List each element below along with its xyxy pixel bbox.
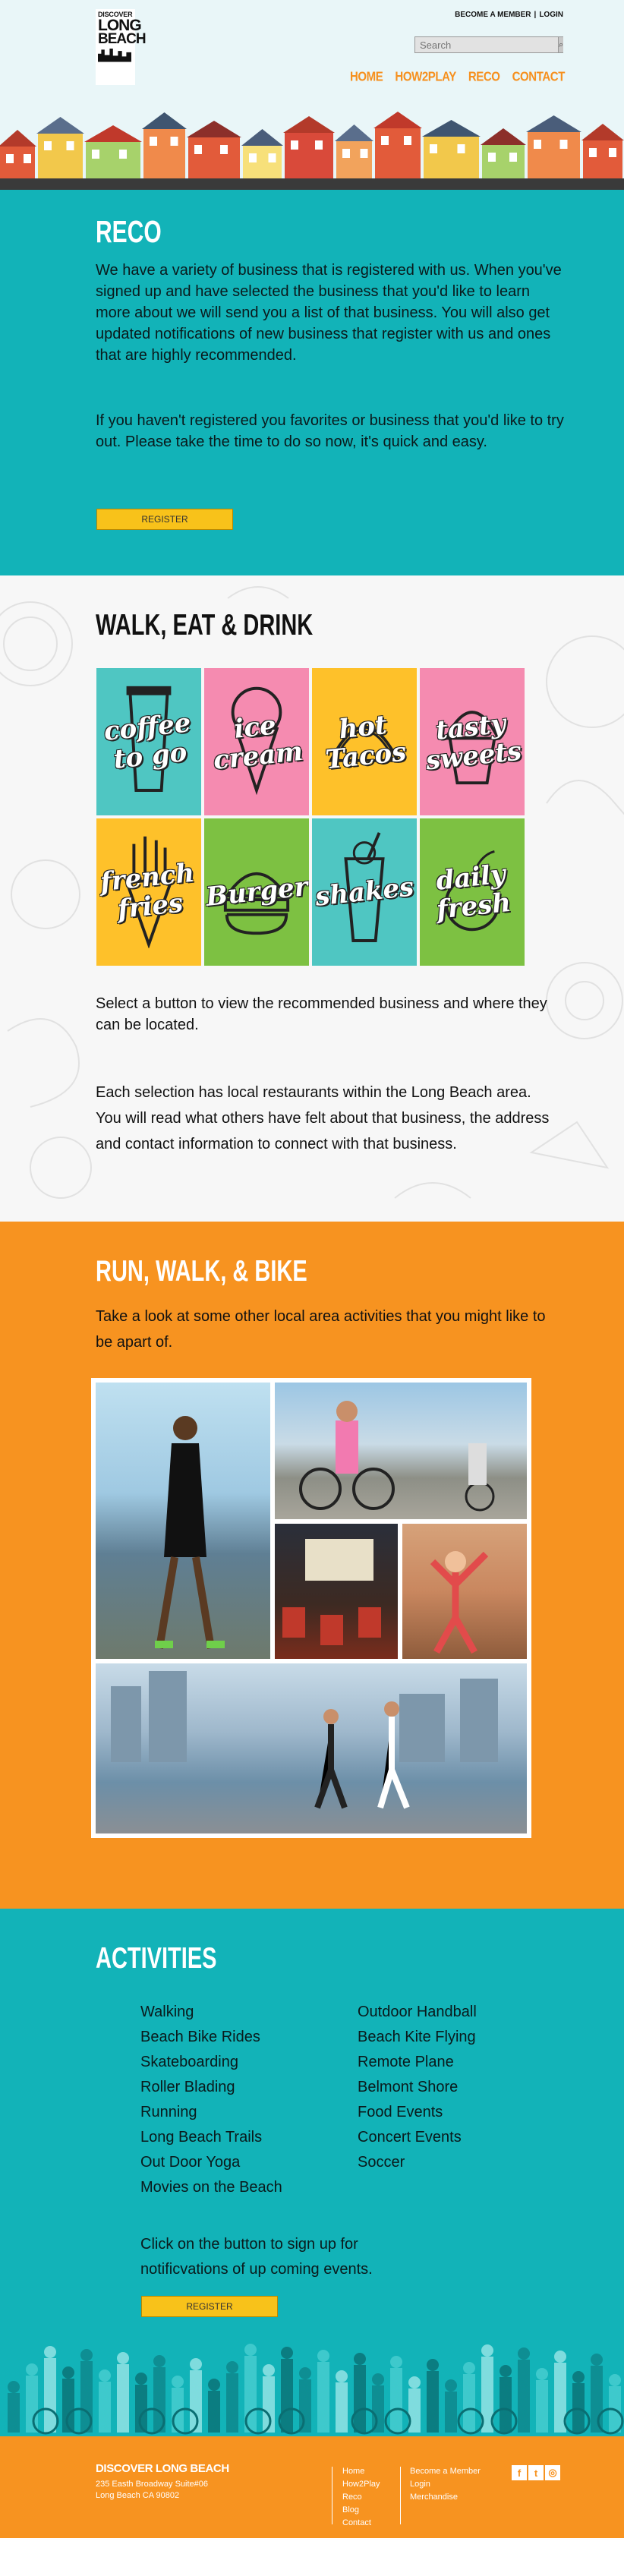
- reco-paragraph-2: If you haven't registered you favorites or business that you'd like to try out. Please take the time to do so now, it's quick and easy.: [96, 412, 564, 450]
- tile-coffee[interactable]: [96, 668, 201, 815]
- nav-home[interactable]: HOME: [349, 69, 383, 85]
- activity-item[interactable]: Soccer: [358, 2154, 405, 2171]
- activity-item[interactable]: Movies on the Beach: [140, 2179, 282, 2196]
- site-footer: [0, 2436, 624, 2538]
- activity-item[interactable]: Roller Blading: [140, 2079, 235, 2095]
- houses-banner-illustration: [0, 106, 624, 190]
- photo-skaters: [96, 1663, 527, 1833]
- activity-item[interactable]: Belmont Shore: [358, 2079, 459, 2095]
- run-walk-bike-section: [0, 1222, 624, 1909]
- crowd-banner-illustration: [0, 2319, 624, 2436]
- activity-item[interactable]: Remote Plane: [358, 2054, 454, 2070]
- footer-link[interactable]: Home: [342, 2467, 365, 2476]
- run-paragraph: Take a look at some other local area activities that you might like to be apart of.: [96, 1308, 546, 1351]
- footer-link[interactable]: Contact: [342, 2518, 371, 2527]
- search-button[interactable]: [558, 37, 563, 52]
- footer-link[interactable]: Login: [410, 2480, 430, 2489]
- activity-item[interactable]: Concert Events: [358, 2129, 462, 2146]
- tile-ice-cream[interactable]: [204, 668, 309, 815]
- activity-item[interactable]: Running: [140, 2104, 197, 2120]
- instagram-icon[interactable]: ◎: [545, 2465, 560, 2480]
- walk-paragraph-1: Select a button to view the recommended business and where they can be located.: [96, 995, 547, 1033]
- food-tile-grid: [96, 668, 526, 966]
- footer-link[interactable]: Reco: [342, 2492, 362, 2502]
- logo-line1: DISCOVER: [98, 11, 133, 18]
- nav-how2play[interactable]: HOW2PLAY: [395, 69, 456, 85]
- tile-label: daily fresh: [434, 859, 512, 925]
- tile-label: Burger: [204, 872, 309, 913]
- run-title: RUN, WALK, & BIKE: [96, 1255, 307, 1288]
- social-links: [512, 2465, 560, 2480]
- activity-item[interactable]: Skateboarding: [140, 2054, 238, 2070]
- footer-link[interactable]: Merchandise: [410, 2492, 458, 2502]
- tile-label: tasty sweets: [424, 708, 523, 777]
- photo-cyclists: [275, 1383, 527, 1519]
- site-header: [0, 0, 624, 190]
- reco-title: RECO: [96, 216, 162, 250]
- walk-paragraph-2: Each selection has local restaurants within the Long Beach area. You will read what others have felt about that business, the address and contact information to connect with that business.: [96, 1084, 550, 1152]
- search-input[interactable]: [415, 37, 558, 52]
- activity-item[interactable]: Outdoor Handball: [358, 2004, 477, 2020]
- account-links: [455, 11, 563, 19]
- footer-links-secondary: [410, 2465, 481, 2504]
- footer-link[interactable]: Become a Member: [410, 2467, 481, 2476]
- activity-item[interactable]: Food Events: [358, 2104, 443, 2120]
- tile-label: hot Tacos: [323, 709, 408, 776]
- footer-link[interactable]: Blog: [342, 2505, 360, 2515]
- activities-title: ACTIVITIES: [96, 1942, 217, 1975]
- photo-movie-night: [275, 1524, 398, 1659]
- footer-divider: [400, 2467, 401, 2524]
- activities-list-right: [358, 2000, 477, 2175]
- activities-register-button[interactable]: REGISTER: [141, 2296, 278, 2317]
- reco-paragraph-1: We have a variety of business that is registered with us. When you've signed up and have selected the business that you'd like to learn more about we will send you a list of that business. You will also get updated notifications of new business that register with us and ones that are highly recommended.: [96, 262, 562, 364]
- photo-yoga-class: [402, 1524, 527, 1659]
- nav-reco[interactable]: RECO: [468, 69, 500, 85]
- facebook-icon[interactable]: f: [512, 2465, 527, 2480]
- login-link[interactable]: LOGIN: [539, 11, 563, 19]
- activities-list-left: [140, 2000, 282, 2200]
- activities-paragraph: Click on the button to sign up for notificvations of up coming events.: [140, 2236, 373, 2278]
- activity-item[interactable]: Walking: [140, 2004, 194, 2020]
- footer-address-line2: Long Beach CA 90802: [96, 2491, 180, 2500]
- tile-burger[interactable]: [204, 818, 309, 966]
- activities-photo-collage: [91, 1378, 531, 1838]
- logo-skyline-icon: [98, 49, 131, 62]
- twitter-icon[interactable]: t: [528, 2465, 544, 2480]
- crowd-silhouettes-icon: [0, 2319, 624, 2436]
- footer-address: [96, 2479, 208, 2502]
- activity-item[interactable]: Beach Bike Rides: [140, 2029, 260, 2045]
- tile-label: french fries: [99, 857, 196, 925]
- tile-label: shakes: [314, 872, 415, 913]
- logo[interactable]: [96, 9, 146, 85]
- activity-item[interactable]: Out Door Yoga: [140, 2154, 241, 2171]
- tile-label: coffee to go: [102, 708, 193, 775]
- activity-item[interactable]: Long Beach Trails: [140, 2129, 263, 2146]
- search-icon: ⌕: [559, 39, 564, 49]
- search-box: [414, 36, 563, 53]
- tile-shakes[interactable]: [312, 818, 417, 966]
- become-member-link[interactable]: BECOME A MEMBER: [455, 11, 531, 19]
- logo-line2: LONG: [98, 16, 141, 34]
- photo-runner: [96, 1383, 270, 1659]
- tile-fries[interactable]: [96, 818, 201, 966]
- reco-register-button[interactable]: REGISTER: [96, 509, 233, 530]
- footer-brand: DISCOVER LONG BEACH: [96, 2462, 229, 2475]
- footer-links-primary: [342, 2465, 380, 2530]
- tile-label: ice cream: [212, 710, 304, 776]
- walk-eat-drink-section: [0, 575, 624, 1222]
- main-nav: [350, 71, 565, 84]
- tile-tacos[interactable]: [312, 668, 417, 815]
- activities-section: [0, 1909, 624, 2319]
- footer-address-line1: 235 Easth Broadway Suite#06: [96, 2480, 208, 2489]
- account-separator: |: [534, 11, 537, 19]
- logo-line3: BEACH: [98, 31, 146, 48]
- footer-link[interactable]: How2Play: [342, 2480, 380, 2489]
- reco-section: [0, 190, 624, 575]
- nav-contact[interactable]: CONTACT: [512, 69, 565, 85]
- walk-title: WALK, EAT & DRINK: [96, 609, 314, 642]
- activity-item[interactable]: Beach Kite Flying: [358, 2029, 476, 2045]
- tile-sweets[interactable]: [420, 668, 525, 815]
- tile-fresh[interactable]: [420, 818, 525, 966]
